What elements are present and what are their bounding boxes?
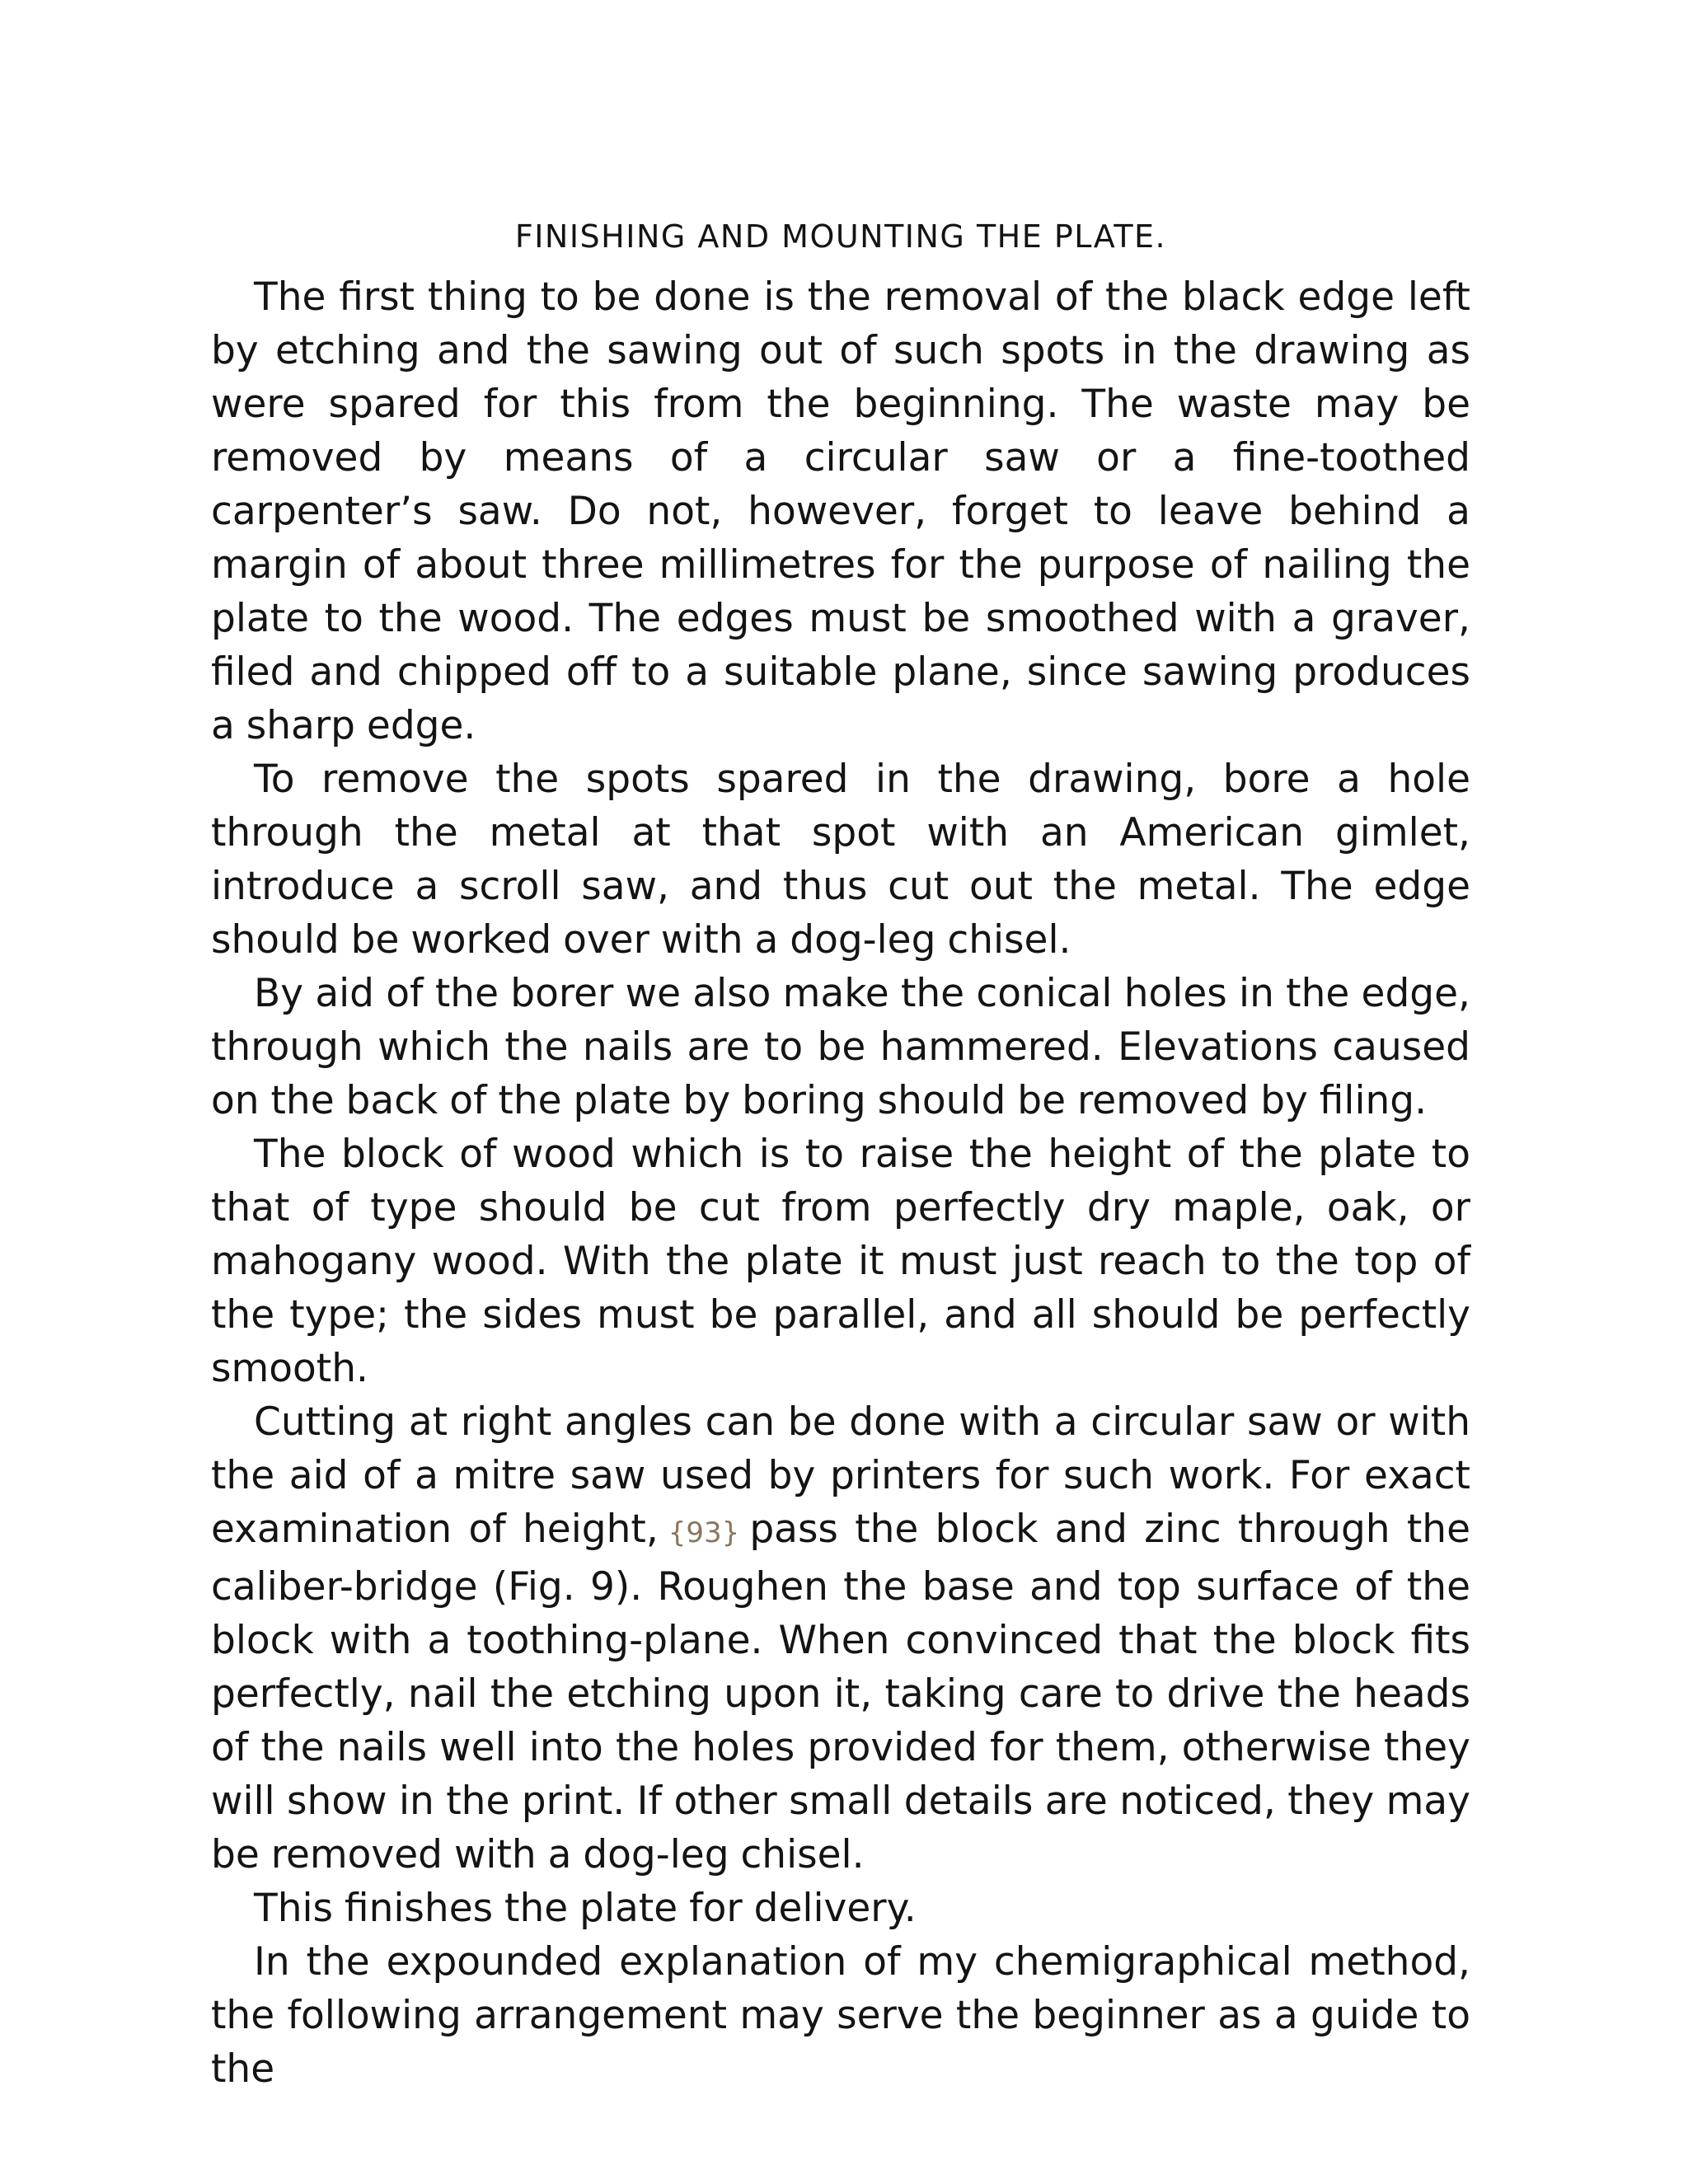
paragraph-6: This finishes the plate for delivery. [254,1886,917,1931]
paragraph-4: The block of wood which is to raise the height of the plate to that of type should be cut from perfectly dry maple, oak, or mahogany wood. With the plate it must just reach to the top of the type; the sides must be parallel, and all should be perfectly smooth. [211,1132,1470,1391]
document-page [211,208,1470,2096]
paragraph-3: By aid of the borer we also make the conical holes in the edge, through which the nails are to be hammered. Elevations caused on the back of the plate by boring should be removed by filing. [211,971,1470,1123]
paragraph-1: The first thing to be done is the removal of the black edge left by etching and the sawing out of such spots in the drawing as were spared for this from the beginning. The waste may be removed by means of a circular saw or a fine-toothed carpenter’s saw. Do not, however, forget to leave behind a margin of about three millimetres for the purpose of nailing the plate to the wood. The edges must be smoothed with a graver, filed and chipped off to a suitable plane, since sawing produces a sharp edge. [211,274,1470,748]
paragraph-7: In the expounded explanation of my chemigraphical method, the following arrangement may serve the beginner as a guide to the [211,1939,1470,2092]
paragraph-2: To remove the spots spared in the drawing, bore a hole through the metal at that spot with an American gimlet, introduce a scroll saw, and thus cut out the metal. The edge should be worked over with a dog-leg chisel. [211,757,1470,963]
page-number-marker: {93} [668,1516,740,1549]
paragraph-5-text-after: pass the block and zinc through the caliber-bridge (Fig. 9). Roughen the base and top surface of the block with a toothing-plane. When convinced that the block fits perfectly, nail the etching upon it, taking care to drive the heads of the nails well into the holes provided for them, otherwise they will show in the print. If other small details are noticed, they may be removed with a dog-leg chisel. [211,1507,1470,1877]
paragraph-5-text-before: Cutting at right angles can be done with a circular saw or with the aid of a mitre saw used by printers for such work. For exact examination of height, [211,1399,1470,1552]
paragraph-5 [211,1395,1470,1882]
section-heading: FINISHING AND MOUNTING THE PLATE. [514,218,1167,255]
